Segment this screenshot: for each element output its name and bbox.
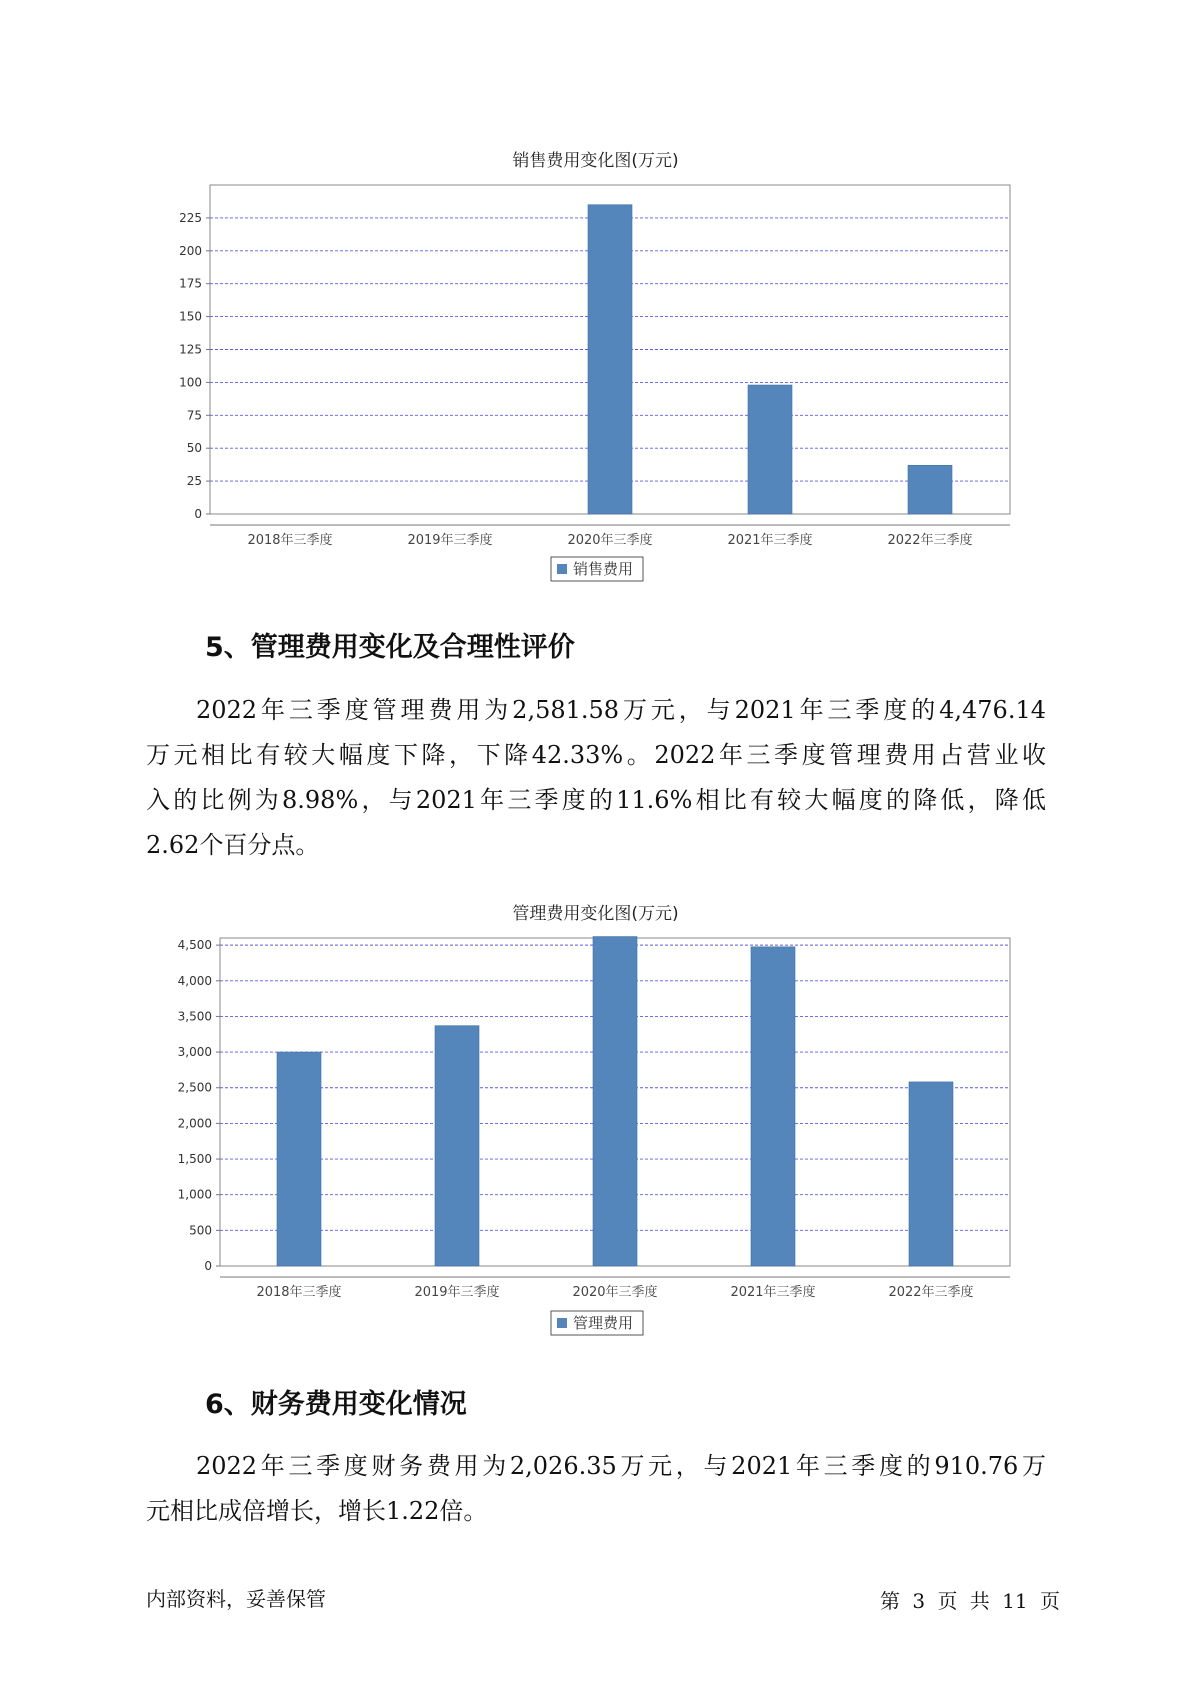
x-tick-label: 2018年三季度 [256, 1285, 342, 1300]
legend-swatch [557, 1318, 567, 1328]
x-tick-label: 2018年三季度 [247, 533, 333, 548]
chart-title-sales: 销售费用变化图(万元) [512, 151, 679, 171]
section-6-paragraph [146, 1444, 1046, 1534]
bar [593, 937, 637, 1266]
bar [748, 385, 792, 514]
y-tick-label: 4,500 [177, 938, 212, 953]
paragraph-line: 元相比成倍增长，增长1.22倍。 [146, 1497, 488, 1525]
bar [908, 465, 952, 514]
y-tick-label: 4,000 [177, 973, 212, 988]
bar [588, 205, 632, 514]
paragraph-line: 2022年三季度财务费用为2,026.35万元，与2021年三季度的910.76万 [196, 1452, 1046, 1480]
y-tick-label: 225 [179, 210, 202, 225]
y-tick-label: 2,000 [177, 1116, 212, 1131]
x-tick-label: 2019年三季度 [407, 533, 493, 548]
x-tick-label: 2022年三季度 [888, 1285, 974, 1300]
y-tick-label: 1,000 [177, 1187, 212, 1202]
paragraph-line: 2.62个百分点。 [146, 831, 320, 859]
x-tick-label: 2021年三季度 [730, 1285, 816, 1300]
y-tick-label: 150 [179, 309, 202, 324]
chart-title-admin: 管理费用变化图(万元) [512, 904, 679, 924]
x-tick-label: 2020年三季度 [572, 1285, 658, 1300]
x-tick-label: 2022年三季度 [887, 533, 973, 548]
y-tick-label: 175 [179, 276, 202, 291]
x-tick-label: 2021年三季度 [727, 533, 813, 548]
footer-page-number: 第 3 页 共 11 页 [880, 1589, 1060, 1613]
section-5-paragraph [146, 688, 1046, 868]
y-tick-label: 200 [179, 243, 202, 258]
legend-label: 销售费用 [573, 560, 634, 578]
x-tick-label: 2019年三季度 [414, 1285, 500, 1300]
y-tick-label: 50 [186, 441, 202, 456]
section-5-heading: 5、管理费用变化及合理性评价 [205, 632, 575, 663]
legend-swatch [557, 564, 567, 574]
bar [435, 1026, 479, 1266]
y-tick-label: 2,500 [177, 1080, 212, 1095]
admin-expense-chart [0, 925, 1191, 1345]
y-tick-label: 75 [186, 408, 202, 423]
section-6-heading: 6、财务费用变化情况 [205, 1389, 467, 1420]
paragraph-line: 万元相比有较大幅度下降，下降42.33%。2022年三季度管理费用占营业收 [146, 741, 1046, 769]
y-tick-label: 3,000 [177, 1045, 212, 1060]
y-tick-label: 3,500 [177, 1009, 212, 1024]
y-tick-label: 0 [194, 507, 202, 521]
legend-label: 管理费用 [573, 1314, 634, 1332]
x-tick-label: 2020年三季度 [567, 533, 653, 548]
y-tick-label: 500 [189, 1223, 212, 1238]
y-tick-label: 100 [179, 375, 202, 390]
y-tick-label: 25 [186, 474, 202, 489]
footer-confidential-note: 内部资料，妥善保管 [146, 1587, 326, 1611]
y-tick-label: 0 [204, 1259, 212, 1273]
bar [909, 1082, 953, 1266]
bar [751, 947, 795, 1266]
paragraph-line: 2022年三季度管理费用为2,581.58万元，与2021年三季度的4,476.14 [196, 696, 1046, 724]
sales-expense-chart [0, 170, 1191, 590]
y-tick-label: 1,500 [177, 1152, 212, 1167]
paragraph-line: 入的比例为8.98%，与2021年三季度的11.6%相比有较大幅度的降低，降低 [146, 786, 1046, 814]
y-tick-label: 125 [179, 342, 202, 357]
bar [277, 1052, 321, 1266]
